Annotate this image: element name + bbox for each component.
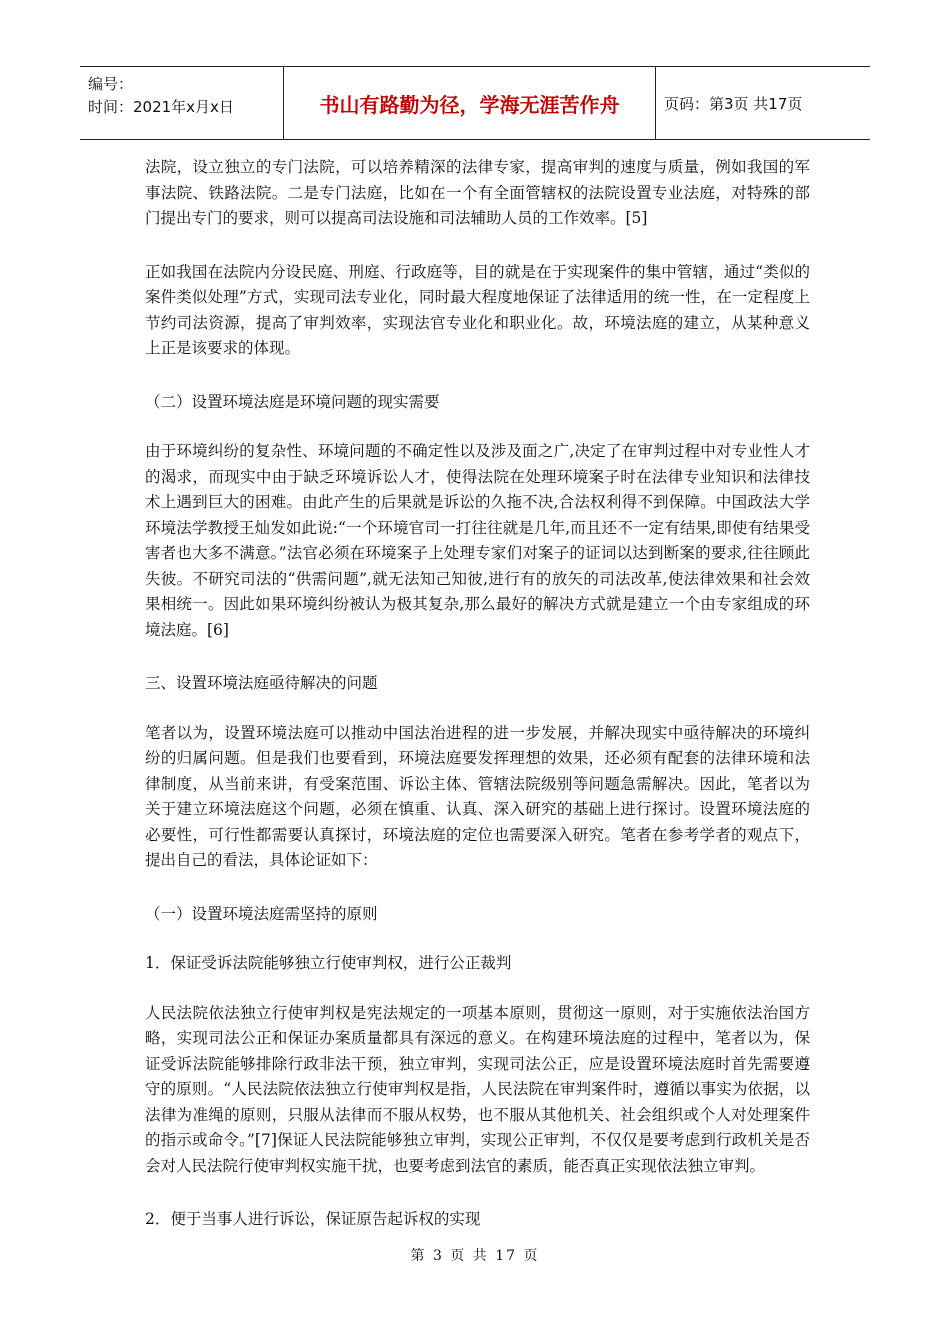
section-heading: （一）设置环境法庭需坚持的原则 (145, 904, 378, 923)
header-divider (655, 67, 656, 139)
body-paragraph: 由于环境纠纷的复杂性、环境问题的不确定性以及涉及面之广,决定了在审判过程中对专业性人才的渴求，而现实中由于缺乏环境诉讼人才，使得法院在处理环境案子时在法律专业知识和法律技术上遇到巨大的困难。由此产生的后果就是诉讼的久拖不决,合法权利得不到保障。中国政法大学环境法学教授王灿发如此说:“一个环境官司一打往往就是几年,而且还不一定有结果,即使有结果受害者也大多不满意。”法官必须在环境案子上处理专家们对案子的证词以达到断案的要求,往往顾此失彼。不研究司法的“供需问题”,就无法知己知彼,进行有的放矢的司法改革,使法律效果和社会效果相统一。因此如果环境纠纷被认为极其复杂,那么最好的解决方式就是建立一个由专家组成的环境法庭。[6] (145, 442, 810, 639)
section-heading: （二）设置环境法庭是环境问题的现实需要 (145, 392, 440, 411)
body-paragraph: 人民法院依法独立行使审判权是宪法规定的一项基本原则，贯彻这一原则，对于实施依法治国方略，实现司法公正和保证办案质量都具有深远的意义。在构建环境法庭的过程中，笔者以为，保证受诉法院能够排除行政非法干预，独立审判，实现司法公正，应是设置环境法庭时首先需要遵守的原则。“人民法院依法独立行使审判权是指，人民法院在审判案件时，遵循以事实为依据，以法律为准绳的原则，只服从法律而不服从权势，也不服从其他机关、社会组织或个人对处理案件的指示或命令。”[7]保证人民法院能够独立审判，实现公正审判，不仅仅是要考虑到行政机关是否会对人民法院行使审判权实施干扰，也要考虑到法官的素质，能否真正实现依法独立审判。 (145, 1003, 810, 1175)
subsection-heading: 2．便于当事人进行诉讼，保证原告起诉权的实现 (145, 1210, 481, 1228)
header-meta (88, 73, 278, 119)
document-body (145, 155, 810, 1257)
body-paragraph: 法院，设立独立的专门法院，可以培养精深的法律专家，提高审判的速度与质量，例如我国的军事法院、铁路法院。二是专门法庭，比如在一个有全面管辖权的法院设置专业法庭，对特殊的部门提出专门的要求，则可以提高司法设施和司法辅助人员的工作效率。[5] (145, 158, 810, 227)
page-footer: 第 3 页 共 17 页 (410, 1248, 540, 1264)
page-header (80, 66, 870, 140)
body-paragraph: 正如我国在法院内分设民庭、刑庭、行政庭等，目的就是在于实现案件的集中管辖，通过“类似的案件类似处理”方式，实现司法专业化，同时最大程度地保证了法律适用的统一性，在一定程度上节约司法资源，提高了审判效率，实现法官专业化和职业化。故，环境法庭的建立，从某种意义上正是该要求的体现。 (145, 262, 810, 357)
section-heading: 三、设置环境法庭亟待解决的问题 (145, 674, 378, 692)
header-motto: 书山有路勤为径，学海无涯苦作舟 (319, 92, 620, 117)
subsection-heading: 1．保证受诉法院能够独立行使审判权，进行公正裁判 (145, 954, 512, 972)
document-number-label: 编号： (88, 75, 134, 93)
document-date-label: 时间：2021年x月x日 (88, 98, 234, 116)
body-paragraph: 笔者以为，设置环境法庭可以推动中国法治进程的进一步发展，并解决现实中亟待解决的环境纠纷的归属问题。但是我们也要看到，环境法庭要发挥理想的效果，还必须有配套的法律环境和法律制度，从当前来讲，有受案范围、诉讼主体、管辖法院级别等问题急需解决。因此，笔者以为关于建立环境法庭这个问题，必须在慎重、认真、深入研究的基础上进行探讨。设置环境法庭的必要性，可行性都需要认真探讨，环境法庭的定位也需要深入研究。笔者在参考学者的观点下，提出自己的看法，具体论证如下： (145, 723, 810, 869)
header-page-number: 页码：第3页 共17页 (664, 94, 803, 113)
